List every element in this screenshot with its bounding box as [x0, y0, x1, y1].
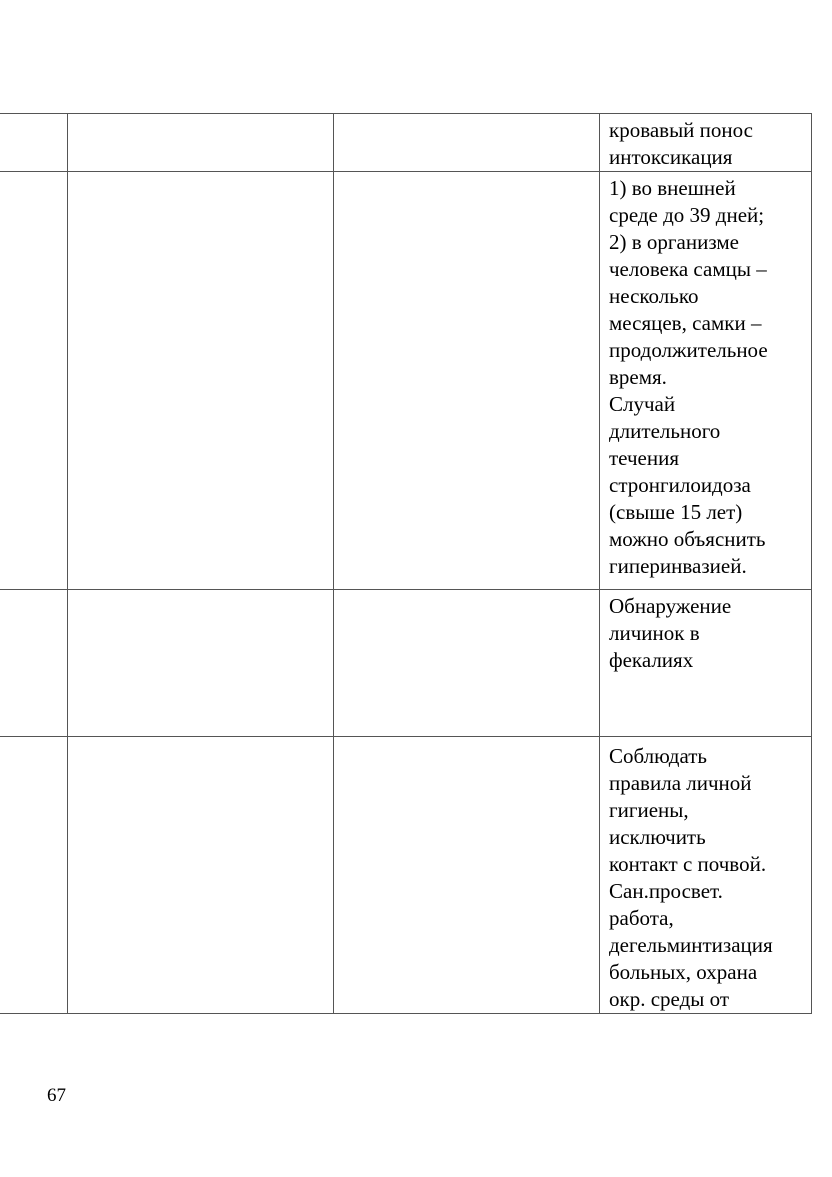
table-cell-empty: [334, 590, 600, 737]
text-line: месяцев, самки –: [609, 311, 762, 335]
text-line: кровавый понос: [609, 118, 753, 142]
text-line: длительного: [609, 419, 721, 443]
cell-paragraph: [600, 114, 811, 171]
text-line: гигиены,: [609, 798, 689, 822]
cell-paragraph: [600, 172, 811, 580]
text-line: личинок в: [609, 621, 700, 645]
text-line: фекалиях: [609, 648, 694, 672]
table-cell-empty: [68, 590, 334, 737]
text-line: несколько: [609, 284, 699, 308]
text-line: 2) в организме: [609, 230, 739, 254]
text-line: больных, охрана: [609, 960, 758, 984]
table-cell-empty: [334, 114, 600, 172]
table-cell-text: [600, 114, 812, 172]
table-cell-text: [600, 737, 812, 1014]
text-line: интоксикация: [609, 145, 733, 169]
text-line: работа,: [609, 906, 674, 930]
table-cell-empty: [334, 172, 600, 590]
text-line: исключить: [609, 825, 706, 849]
text-line: дегельминтизация: [609, 933, 773, 957]
table-cell-text: [600, 590, 812, 737]
table-cell-empty: [334, 737, 600, 1014]
text-line: Обнаружение: [609, 594, 732, 618]
table-cell-empty: [0, 172, 68, 590]
text-line: окр. среды от: [609, 987, 730, 1011]
text-line: среде до 39 дней;: [609, 203, 765, 227]
content-table: [0, 113, 812, 1014]
text-line: гиперинвазией.: [609, 554, 747, 578]
text-line: стронгилоидоза: [609, 473, 751, 497]
text-line: Случай: [609, 392, 676, 416]
text-line: человека самцы –: [609, 257, 767, 281]
text-line: (свыше 15 лет): [609, 500, 743, 524]
text-line: продолжительное: [609, 338, 768, 362]
table-cell-empty: [0, 737, 68, 1014]
table-cell-empty: [68, 114, 334, 172]
table-row: [0, 590, 812, 737]
table-row: [0, 114, 812, 172]
text-line: Соблюдать: [609, 744, 707, 768]
page-number: 67: [47, 1085, 66, 1106]
text-line: течения: [609, 446, 679, 470]
table-cell-empty: [0, 114, 68, 172]
table-row: [0, 737, 812, 1014]
table-cell-empty: [0, 590, 68, 737]
text-line: Сан.просвет.: [609, 879, 723, 903]
table-row: [0, 172, 812, 590]
text-line: можно объяснить: [609, 527, 766, 551]
text-line: правила личной: [609, 771, 752, 795]
text-line: контакт с почвой.: [609, 852, 767, 876]
table-cell-empty: [68, 172, 334, 590]
table-cell-empty: [68, 737, 334, 1014]
cell-paragraph: [600, 737, 811, 1013]
text-line: время.: [609, 365, 667, 389]
cell-paragraph: [600, 590, 811, 674]
table-cell-text: [600, 172, 812, 590]
text-line: 1) во внешней: [609, 176, 736, 200]
